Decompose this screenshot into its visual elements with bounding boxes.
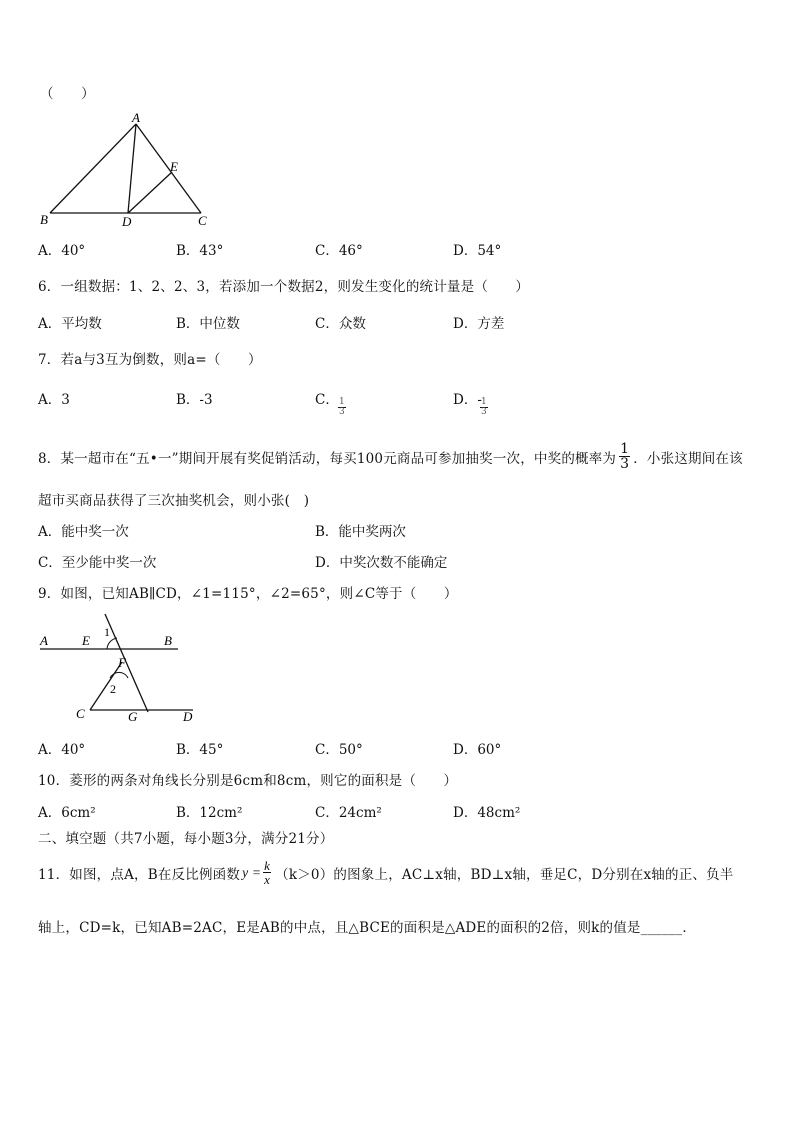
q9-label-angle-2: 2	[110, 682, 116, 696]
q8-frac-num: 1	[620, 441, 630, 457]
q9-label-f: F	[118, 655, 126, 670]
q9-stem: 9．如图，已知AB∥CD，∠1=115°，∠2=65°，则∠C等于（ ）	[38, 586, 458, 602]
q9-label-c: C	[76, 706, 85, 721]
q6-option-b[interactable]: B．中位数	[176, 316, 240, 332]
q8-stem-line1	[38, 442, 743, 471]
q7-c-den: 3	[339, 407, 345, 417]
q7-option-a[interactable]: A．3	[38, 392, 70, 408]
q8-option-d[interactable]: D．中奖次数不能确定	[315, 555, 448, 571]
q5-label-a: A	[132, 110, 140, 125]
q11-func-y: y =	[242, 864, 262, 880]
q8-probability-fraction	[619, 442, 630, 471]
q7-option-d[interactable]: D．-	[453, 392, 482, 408]
q7-stem: 7．若a与3互为倒数，则a=（ ）	[38, 352, 262, 368]
q11-stem-line2: 轴上，CD=k，已知AB=2AC，E是AB的中点，且△BCE的面积是△ADE的面积的2倍，则k的值是______．	[38, 920, 697, 936]
q8-stem-after: ．小张这期间在该	[633, 450, 743, 467]
q10-option-c[interactable]: C．24cm²	[315, 805, 382, 821]
q9-label-angle-1: 1	[104, 625, 110, 639]
q5-paren: （ ）	[40, 86, 95, 102]
q7-option-d-fraction	[480, 398, 488, 417]
q5-option-d[interactable]: D．54°	[453, 243, 502, 259]
q5-label-e: E	[170, 159, 178, 174]
q5-label-c: C	[198, 213, 207, 228]
q10-option-d[interactable]: D．48cm²	[453, 805, 521, 821]
q11-func-den: x	[264, 872, 271, 887]
q9-option-d[interactable]: D．60°	[453, 742, 502, 758]
q9-label-a: A	[40, 633, 48, 648]
q9-label-g: G	[128, 709, 138, 724]
q7-c-num: 1	[339, 397, 345, 407]
q7-option-c[interactable]: C．	[315, 392, 339, 408]
q10-stem: 10．菱形的两条对角线长分别是6cm和8cm，则它的面积是（ ）	[38, 773, 458, 789]
q8-stem-line2: 超市买商品获得了三次抽奖机会，则小张( )	[38, 493, 310, 509]
q9-label-b: B	[164, 633, 172, 648]
q11-stem-before: 11．如图，点A，B在反比例函数	[38, 866, 241, 883]
q5-option-a[interactable]: A．40°	[38, 243, 86, 259]
q10-option-b[interactable]: B．12cm²	[176, 805, 243, 821]
q9-label-e: E	[82, 633, 90, 648]
q7-d-num: 1	[481, 397, 487, 407]
q8-option-a[interactable]: A．能中奖一次	[38, 524, 129, 540]
q7-d-den: 3	[481, 407, 487, 417]
q6-option-d[interactable]: D．方差	[453, 316, 505, 332]
q9-option-b[interactable]: B．45°	[176, 742, 224, 758]
q5-option-c[interactable]: C．46°	[315, 243, 363, 259]
q7-option-b[interactable]: B．-3	[176, 392, 213, 408]
q5-label-b: B	[40, 212, 48, 227]
q11-stem-after: （k＞0）的图象上，AC⊥x轴，BD⊥x轴，垂足C，D分别在x轴的正、负半	[275, 866, 734, 883]
q9-parallel-lines-figure	[38, 612, 208, 727]
q5-triangle-figure	[38, 110, 228, 230]
q8-option-b[interactable]: B．能中奖两次	[315, 524, 406, 540]
q10-option-a[interactable]: A．6cm²	[38, 805, 96, 821]
q8-frac-den: 3	[620, 456, 630, 472]
section-2-title: 二、填空题（共7小题，每小题3分，满分21分）	[38, 831, 334, 847]
q11-function-fraction	[263, 859, 271, 886]
q5-label-d: D	[122, 214, 132, 229]
q9-label-d: D	[183, 709, 193, 724]
q11-func-num: k	[264, 858, 271, 873]
q9-option-a[interactable]: A．40°	[38, 742, 86, 758]
q9-option-c[interactable]: C．50°	[315, 742, 363, 758]
q5-option-b[interactable]: B．43°	[176, 243, 224, 259]
q6-option-c[interactable]: C．众数	[315, 316, 366, 332]
q6-option-a[interactable]: A．平均数	[38, 316, 102, 332]
q6-stem: 6．一组数据：1、2、2、3，若添加一个数据2，则发生变化的统计量是（ ）	[38, 279, 530, 295]
q7-option-c-fraction	[338, 398, 346, 417]
q8-option-c[interactable]: C．至少能中奖一次	[38, 555, 157, 571]
q11-stem-line1	[38, 859, 734, 886]
q8-stem-before: 8．某一超市在“五•一”期间开展有奖促销活动，每买100元商品可参加抽奖一次，中奖的概率为	[38, 450, 617, 467]
